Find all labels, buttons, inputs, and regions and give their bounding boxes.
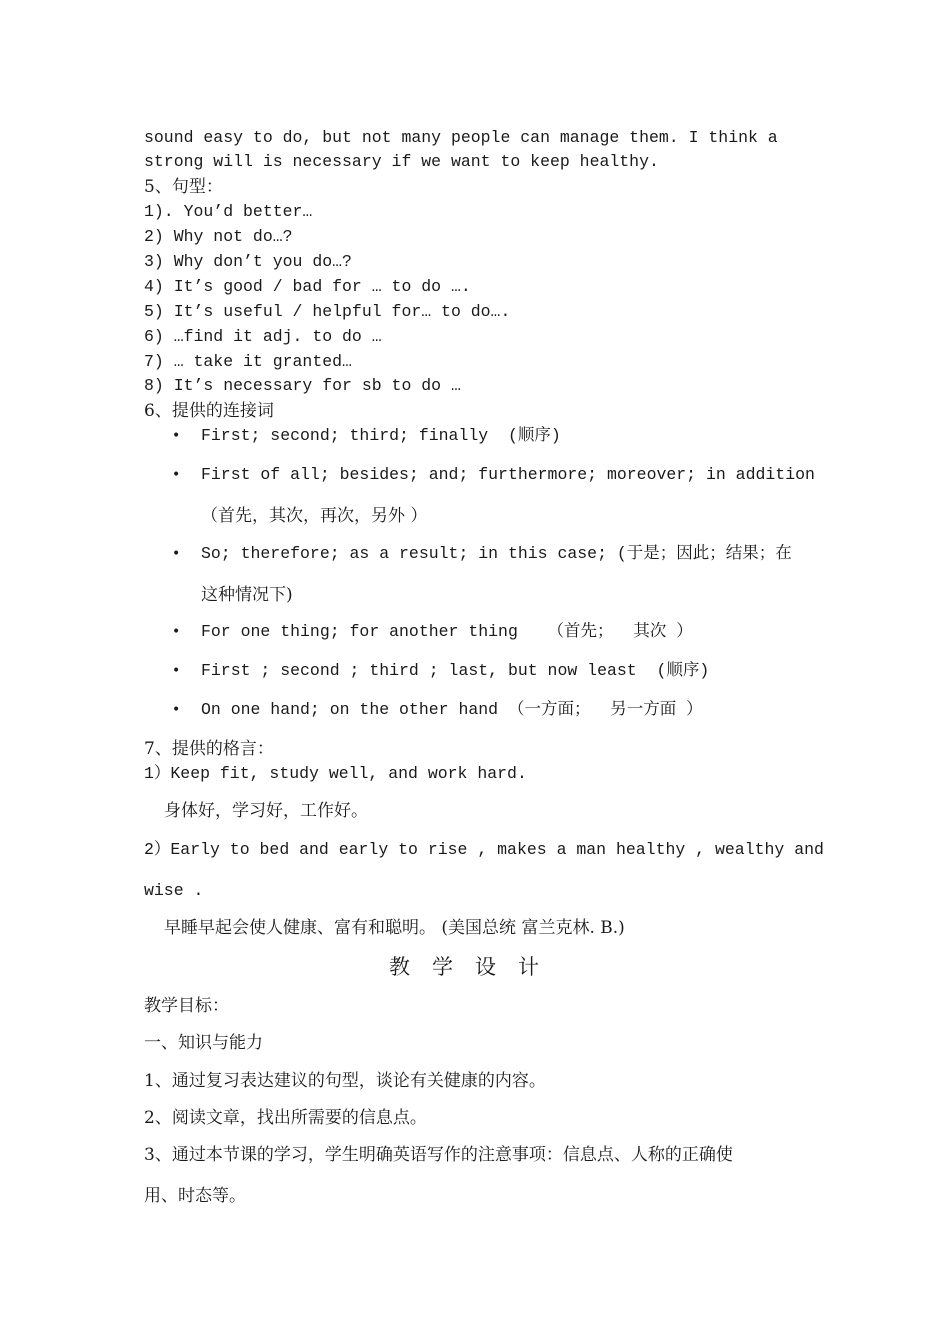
- motto-2-english-continuation: wise .: [144, 881, 204, 900]
- pattern-item: 5) It’s useful / helpful for… to do….: [144, 302, 511, 321]
- intro-line-1: sound easy to do, but not many people can manage them. I think a: [144, 128, 778, 147]
- objective-item: 1、通过复习表达建议的句型，谈论有关健康的内容。: [144, 1071, 546, 1091]
- bullet-icon: •: [172, 663, 181, 679]
- bullet-icon: •: [172, 546, 181, 562]
- pattern-item: 6) …find it adj. to do …: [144, 327, 382, 346]
- motto-2-english: 2）Early to bed and early to rise , makes a man healthy , wealthy and: [144, 840, 824, 859]
- objective-item: 2、阅读文章，找出所需要的信息点。: [144, 1108, 427, 1128]
- connective-item: First of all; besides; and; furthermore; moreover; in addition: [201, 465, 815, 484]
- intro-line-2: strong will is necessary if we want to keep healthy.: [144, 152, 659, 171]
- connective-item-continuation: 这种情况下): [201, 585, 293, 605]
- bullet-icon: •: [172, 428, 181, 444]
- pattern-item: 8) It’s necessary for sb to do …: [144, 376, 461, 395]
- bullet-icon: •: [172, 467, 181, 483]
- motto-1-english: 1）Keep fit, study well, and work hard.: [144, 764, 527, 783]
- motto-1-chinese: 身体好，学习好，工作好。: [164, 801, 368, 821]
- connective-item: First ; second ; third ; last, but now least (顺序): [201, 661, 710, 680]
- connectives-heading: 6、提供的连接词: [144, 401, 274, 421]
- knowledge-ability-heading: 一、知识与能力: [144, 1033, 263, 1053]
- bullet-icon: •: [172, 702, 181, 718]
- connective-item: First; second; third; finally (顺序): [201, 426, 561, 445]
- pattern-item: 1). You’d better…: [144, 202, 313, 221]
- pattern-item: 3) Why don’t you do…?: [144, 252, 352, 271]
- objective-item-continuation: 用、时态等。: [144, 1186, 246, 1206]
- connective-item: For one thing; for another thing （首先； 其次 ）: [201, 622, 693, 641]
- objectives-label: 教学目标：: [144, 996, 229, 1016]
- connective-item: On one hand; on the other hand （一方面； 另一方面 ）: [201, 700, 703, 719]
- connective-item-translation: （首先，其次，再次，另外 ）: [201, 506, 428, 526]
- bullet-icon: •: [172, 624, 181, 640]
- motto-2-chinese: 早睡早起会使人健康、富有和聪明。 (美国总统 富兰克林. B.): [164, 918, 625, 938]
- objective-item: 3、通过本节课的学习，学生明确英语写作的注意事项：信息点、人称的正确使: [144, 1145, 733, 1165]
- sentence-patterns-heading: 5、句型：: [144, 177, 223, 197]
- pattern-item: 2) Why not do…?: [144, 227, 293, 246]
- section-title: 教学设计: [389, 955, 561, 979]
- mottos-heading: 7、提供的格言：: [144, 739, 274, 759]
- pattern-item: 7) … take it granted…: [144, 352, 352, 371]
- pattern-item: 4) It’s good / bad for … to do ….: [144, 277, 471, 296]
- connective-item: So; therefore; as a result; in this case; (于是；因此；结果；在: [201, 544, 792, 563]
